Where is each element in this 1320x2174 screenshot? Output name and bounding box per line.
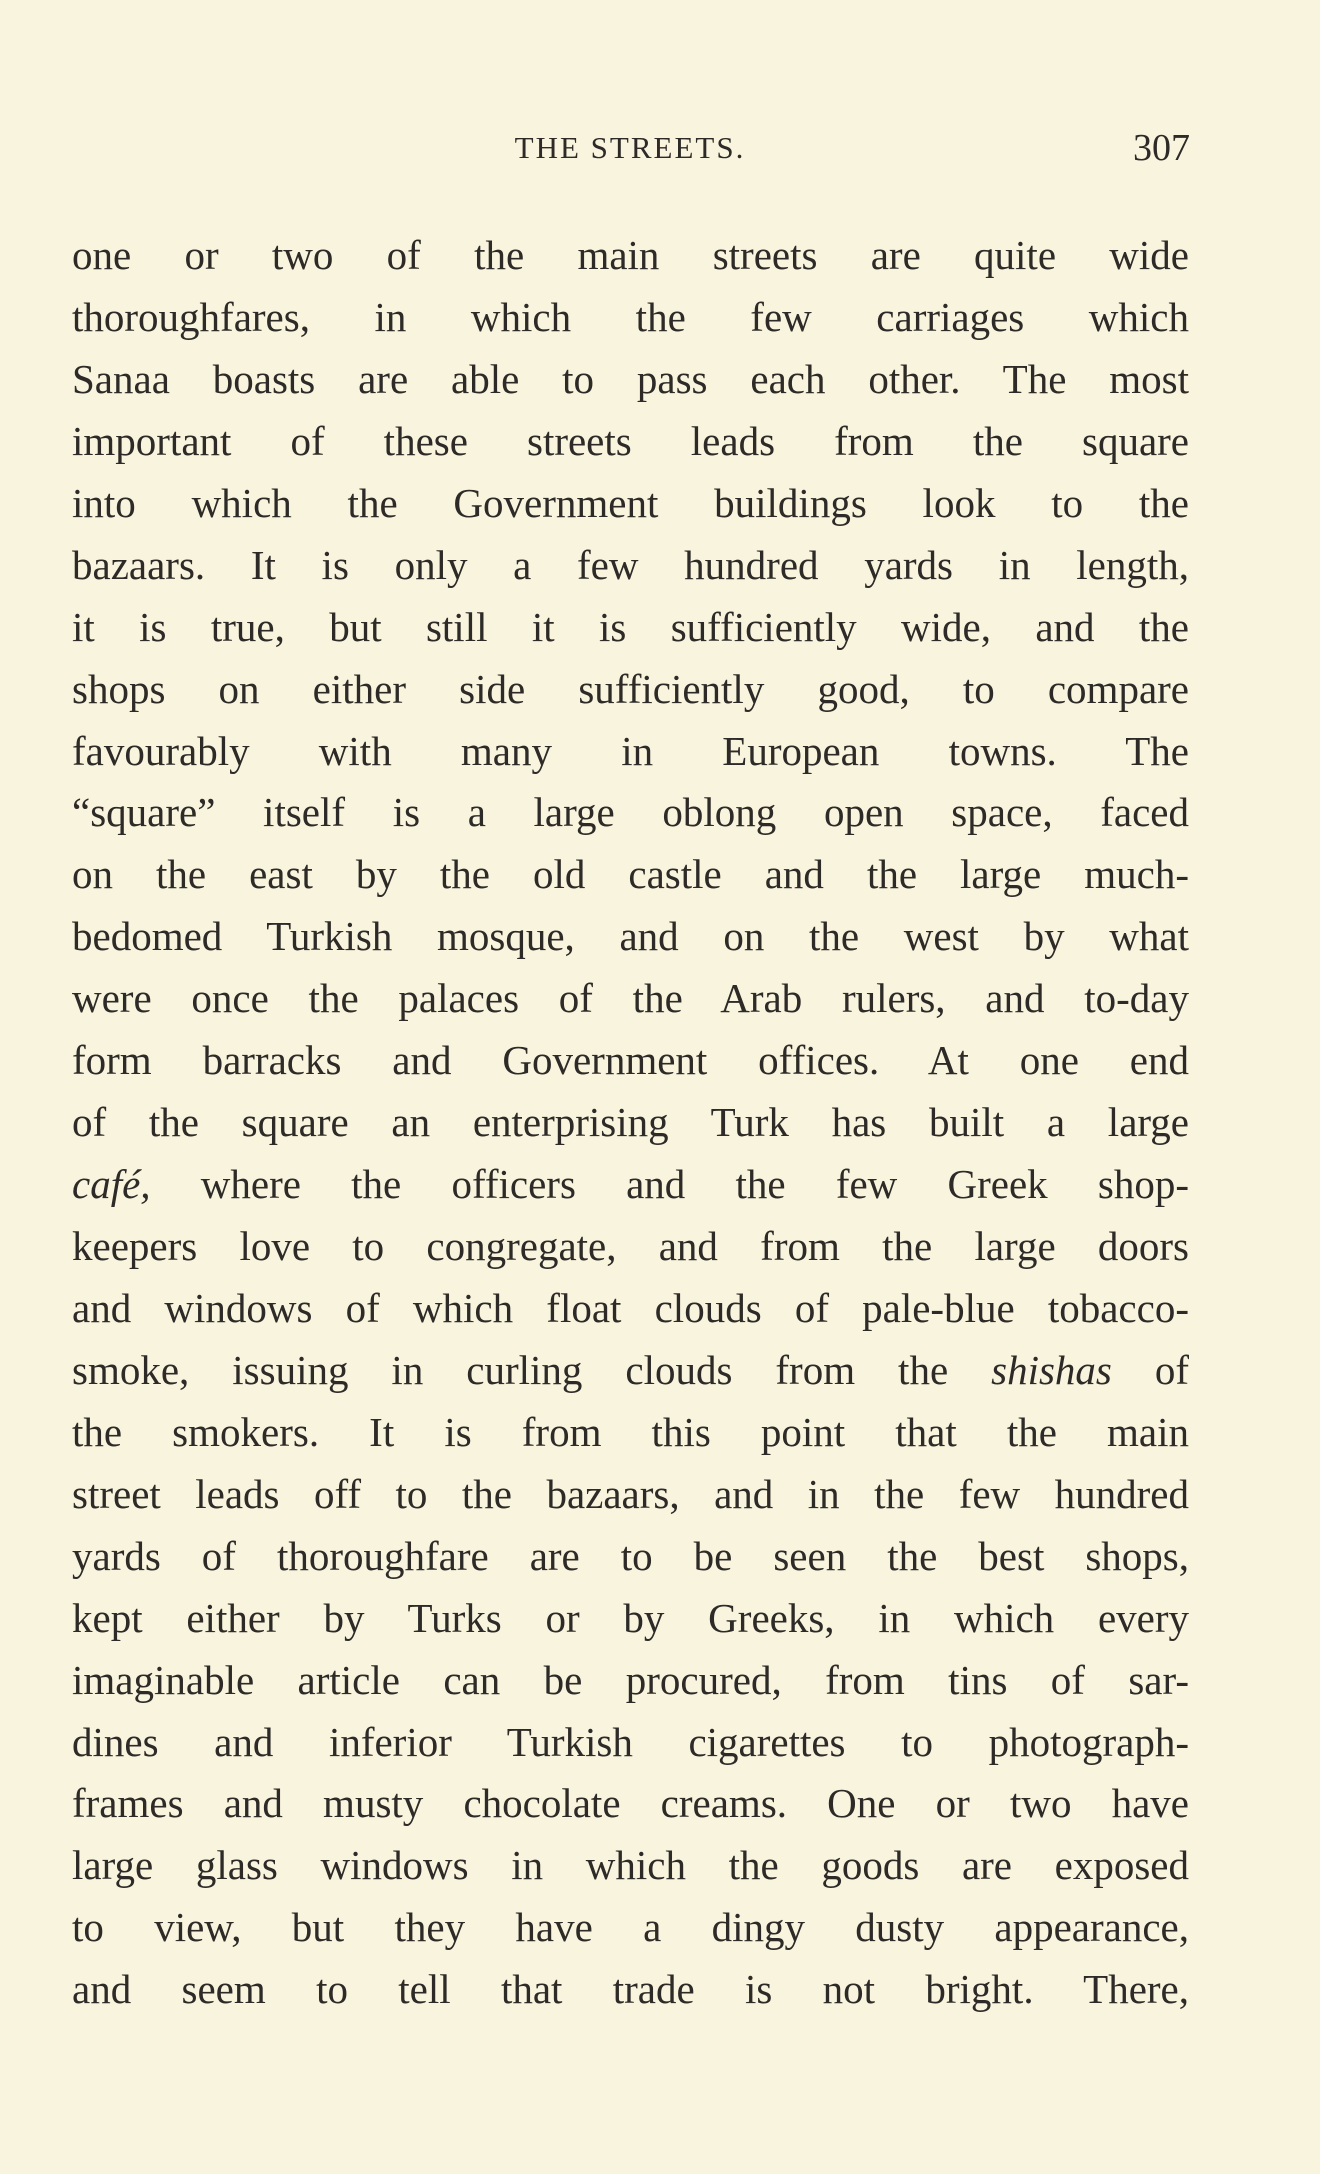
text-line: favourably with many in European towns. The <box>72 727 1189 774</box>
text-line: it is true, but still it is sufficiently wide, and the <box>72 603 1189 650</box>
text-line: of the square an enterprising Turk has built a large <box>72 1099 1189 1146</box>
italic-word-shishas: shishas <box>991 1346 1112 1393</box>
text-line: important of these streets leads from the square <box>72 417 1189 464</box>
body-text <box>72 225 1189 2021</box>
text-line: on the east by the old castle and the large much- <box>72 851 1189 898</box>
text-line: smoke, issuing in curling clouds from the shishas of <box>72 1346 1189 1393</box>
text-line: bazaars. It is only a few hundred yards in length, <box>72 541 1189 588</box>
page-number: 307 <box>1133 127 1190 169</box>
text-line: and windows of which float clouds of pale-blue tobacco- <box>72 1284 1189 1331</box>
text-line: kept either by Turks or by Greeks, in which every <box>72 1594 1189 1641</box>
text-line: dines and inferior Turkish cigarettes to photograph- <box>72 1718 1189 1765</box>
text-line: to view, but they have a dingy dusty appearance, <box>72 1904 1189 1951</box>
text-line: thoroughfares, in which the few carriages which <box>72 293 1189 340</box>
text-line: bedomed Turkish mosque, and on the west by what <box>72 913 1189 960</box>
text-line: large glass windows in which the goods are exposed <box>72 1842 1189 1889</box>
text-line: yards of thoroughfare are to be seen the best shops, <box>72 1532 1189 1579</box>
text-line: one or two of the main streets are quite wide <box>72 232 1189 278</box>
text-line: frames and musty chocolate creams. One or two have <box>72 1780 1189 1827</box>
text-line: the smokers. It is from this point that the main <box>72 1408 1189 1455</box>
text-line: shops on either side sufficiently good, to compare <box>72 665 1189 712</box>
text-line: keepers love to congregate, and from the large doors <box>72 1223 1189 1269</box>
text-line: Sanaa boasts are able to pass each other. The most <box>72 355 1189 402</box>
text-line: street leads off to the bazaars, and in the few hundred <box>72 1470 1189 1517</box>
text-line: and seem to tell that trade is not bright. There, <box>72 1966 1189 2013</box>
italic-word-cafe: café, <box>72 1161 151 1208</box>
text-line: form barracks and Government offices. At one end <box>72 1037 1189 1084</box>
text-line: into which the Government buildings look to the <box>72 479 1189 526</box>
text-line: café, where the officers and the few Greek shop- <box>72 1161 1189 1208</box>
text-line: imaginable article can be procured, from tins of sar- <box>72 1656 1189 1703</box>
text-line: were once the palaces of the Arab rulers, and to-day <box>72 975 1189 1022</box>
running-title: THE STREETS. <box>514 130 746 165</box>
text-line: “square” itself is a large oblong open space, faced <box>72 789 1189 836</box>
running-head <box>70 127 1190 182</box>
